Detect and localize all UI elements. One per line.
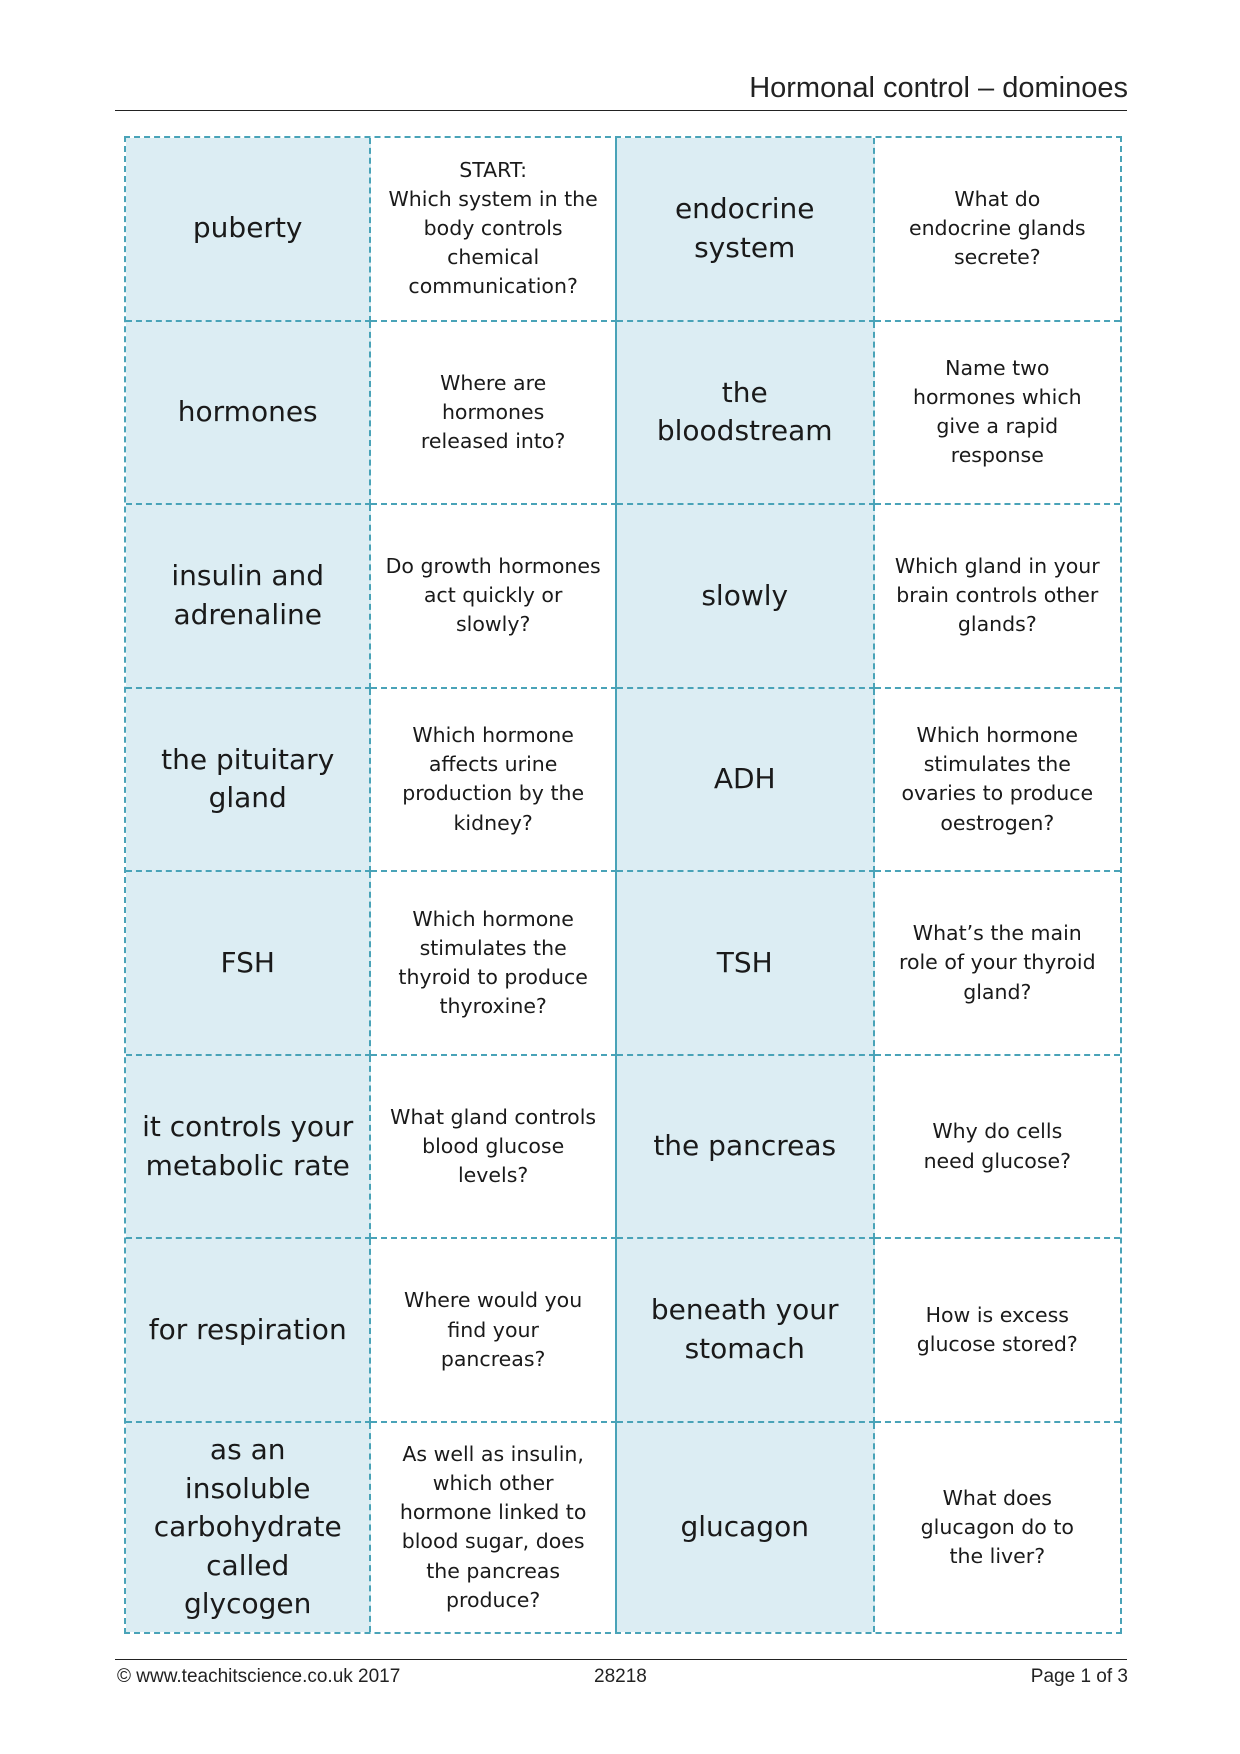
page-number: Page 1 of 3 xyxy=(1030,1666,1128,1687)
domino-question: How is excess glucose stored? xyxy=(875,1239,1120,1423)
start-label: START: xyxy=(459,158,528,182)
domino-question-text: Which system in the body controls chemical communication? xyxy=(388,187,598,299)
domino-answer: beneath your stomach xyxy=(617,1239,875,1423)
domino-question: Where are hormones released into? xyxy=(371,322,616,506)
domino-answer: for respiration xyxy=(126,1239,371,1423)
domino-answer: TSH xyxy=(617,872,875,1056)
resource-code: 28218 xyxy=(594,1666,647,1687)
domino-question: Why do cells need glucose? xyxy=(875,1056,1120,1240)
page-title: Hormonal control – dominoes xyxy=(749,72,1128,104)
domino-question: What does glucagon do to the liver? xyxy=(875,1423,1120,1632)
footer-rule xyxy=(115,1659,1127,1660)
domino-question: As well as insulin, which other hormone linked to blood sugar, does the pancreas produce? xyxy=(371,1423,616,1632)
domino-question: Which hormone stimulates the ovaries to produce oestrogen? xyxy=(875,689,1120,873)
domino-answer: insulin and adrenaline xyxy=(126,505,371,689)
domino-grid xyxy=(124,136,1122,1634)
domino-question: Which hormone affects urine production by the kidney? xyxy=(371,689,616,873)
domino-question: What’s the main role of your thyroid gland? xyxy=(875,872,1120,1056)
domino-answer: glucagon xyxy=(617,1423,875,1632)
domino-question: Where would you find your pancreas? xyxy=(371,1239,616,1423)
domino-question xyxy=(371,138,616,322)
domino-question: What gland controls blood glucose levels? xyxy=(371,1056,616,1240)
domino-question: What do endocrine glands secrete? xyxy=(875,138,1120,322)
domino-answer: the bloodstream xyxy=(617,322,875,506)
domino-question: Name two hormones which give a rapid response xyxy=(875,322,1120,506)
domino-answer: endocrine system xyxy=(617,138,875,322)
domino-question: Which hormone stimulates the thyroid to produce thyroxine? xyxy=(371,872,616,1056)
domino-answer: slowly xyxy=(617,505,875,689)
domino-answer: puberty xyxy=(126,138,371,322)
domino-answer: FSH xyxy=(126,872,371,1056)
domino-question: Which gland in your brain controls other glands? xyxy=(875,505,1120,689)
domino-answer: ADH xyxy=(617,689,875,873)
domino-answer: hormones xyxy=(126,322,371,506)
domino-answer: the pituitary gland xyxy=(126,689,371,873)
domino-question: Do growth hormones act quickly or slowly? xyxy=(371,505,616,689)
domino-answer: it controls your metabolic rate xyxy=(126,1056,371,1240)
header-rule xyxy=(115,110,1127,111)
domino-answer: the pancreas xyxy=(617,1056,875,1240)
domino-answer: as an insoluble carbohydrate called glycogen xyxy=(126,1423,371,1632)
copyright-text: © www.teachitscience.co.uk 2017 xyxy=(117,1666,401,1687)
